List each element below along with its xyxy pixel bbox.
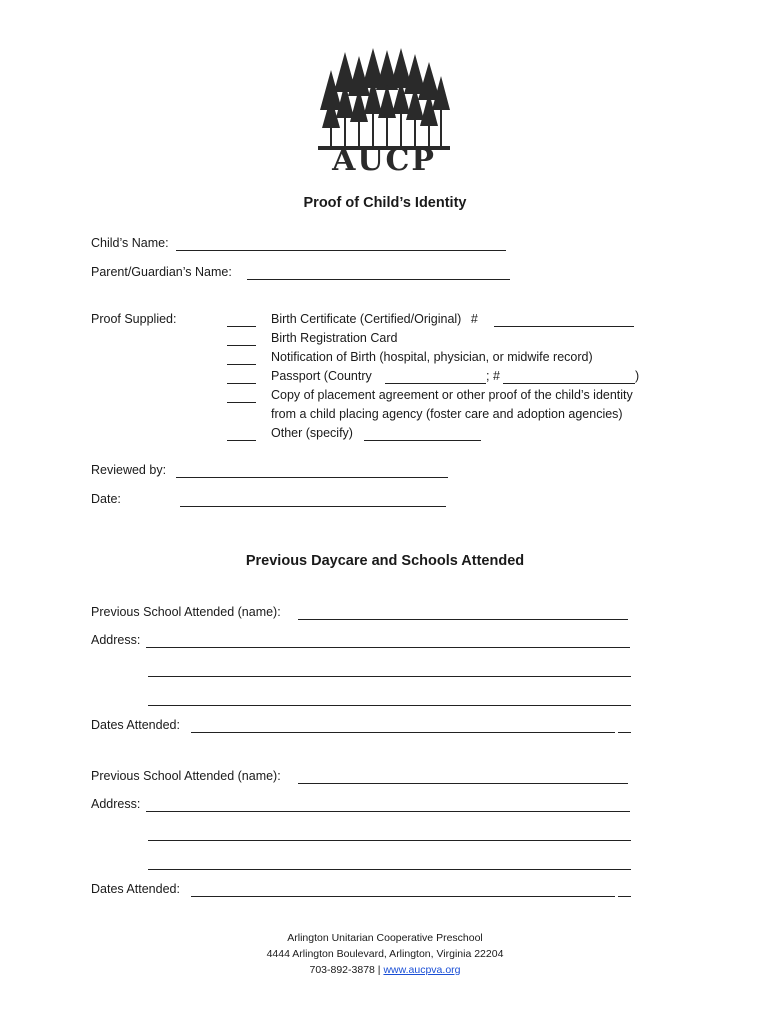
dates-attended-label: Dates Attended: bbox=[91, 718, 180, 732]
previous-school-label: Previous School Attended (name): bbox=[91, 605, 281, 619]
placement-agreement-option: Copy of placement agreement or other proof of the child’s identity bbox=[271, 388, 633, 402]
reviewed-by-field[interactable] bbox=[176, 477, 448, 478]
other-check[interactable] bbox=[227, 440, 256, 441]
aucp-logo bbox=[318, 48, 450, 172]
date-label: Date: bbox=[91, 492, 121, 506]
passport-number-field[interactable] bbox=[503, 383, 635, 384]
footer-separator: | bbox=[377, 964, 381, 976]
address-field-line-2[interactable] bbox=[148, 676, 631, 677]
tree-icon bbox=[376, 50, 398, 150]
parent-name-label: Parent/Guardian’s Name: bbox=[91, 265, 232, 279]
birth-certificate-option bbox=[271, 312, 478, 326]
address-label: Address: bbox=[91, 633, 141, 647]
address-field[interactable] bbox=[146, 647, 630, 648]
other-specify-field[interactable] bbox=[364, 440, 481, 441]
dates-attended-field-end bbox=[618, 896, 631, 897]
reviewed-by-label: Reviewed by: bbox=[91, 463, 167, 477]
other-option-label: Other (specify) bbox=[271, 426, 353, 440]
tree-icon bbox=[348, 56, 370, 150]
passport-country-field[interactable] bbox=[385, 383, 486, 384]
footer-contact bbox=[0, 964, 770, 976]
tree-icon bbox=[404, 54, 426, 150]
birth-certificate-hash: # bbox=[470, 312, 478, 326]
placement-agreement-option-cont: from a child placing agency (foster care and adoption agencies) bbox=[271, 407, 623, 421]
address-field-line-3[interactable] bbox=[148, 869, 631, 870]
tree-icon bbox=[362, 48, 384, 150]
placement-agreement-check[interactable] bbox=[227, 402, 256, 403]
notification-of-birth-option: Notification of Birth (hospital, physician, or midwife record) bbox=[271, 350, 593, 364]
proof-supplied-label: Proof Supplied: bbox=[91, 312, 177, 326]
birth-certificate-number-field[interactable] bbox=[494, 326, 634, 327]
birth-certificate-check[interactable] bbox=[227, 326, 256, 327]
schools-title: Previous Daycare and Schools Attended bbox=[245, 553, 525, 569]
birth-certificate-label: Birth Certificate (Certified/Original) bbox=[271, 312, 462, 326]
previous-school-label: Previous School Attended (name): bbox=[91, 769, 281, 783]
child-name-field[interactable] bbox=[176, 250, 506, 251]
notification-of-birth-check[interactable] bbox=[227, 364, 256, 365]
parent-name-field[interactable] bbox=[247, 279, 510, 280]
address-field-line-3[interactable] bbox=[148, 705, 631, 706]
passport-option-label: Passport (Country bbox=[271, 369, 372, 383]
footer-org-name: Arlington Unitarian Cooperative Preschool bbox=[287, 932, 483, 944]
date-field[interactable] bbox=[180, 506, 446, 507]
child-name-label: Child’s Name: bbox=[91, 236, 169, 250]
tree-icon bbox=[390, 48, 412, 150]
birth-registration-check[interactable] bbox=[227, 345, 256, 346]
footer-address: 4444 Arlington Boulevard, Arlington, Virginia 22204 bbox=[266, 948, 504, 960]
passport-close-paren: ) bbox=[635, 369, 640, 383]
footer-website-link[interactable]: www.aucpva.org bbox=[383, 964, 461, 976]
passport-hash: ; # bbox=[486, 369, 500, 383]
address-label: Address: bbox=[91, 797, 141, 811]
dates-attended-field-end bbox=[618, 732, 631, 733]
previous-school-field[interactable] bbox=[298, 619, 628, 620]
birth-registration-option: Birth Registration Card bbox=[271, 331, 398, 345]
footer-phone: 703-892-3878 bbox=[309, 964, 375, 976]
dates-attended-field[interactable] bbox=[191, 896, 615, 897]
address-field-line-2[interactable] bbox=[148, 840, 631, 841]
identity-title: Proof of Child’s Identity bbox=[303, 195, 467, 211]
passport-check[interactable] bbox=[227, 383, 256, 384]
svg-text:AUCP: AUCP bbox=[332, 143, 436, 172]
dates-attended-field[interactable] bbox=[191, 732, 615, 733]
address-field[interactable] bbox=[146, 811, 630, 812]
dates-attended-label: Dates Attended: bbox=[91, 882, 180, 896]
previous-school-field[interactable] bbox=[298, 783, 628, 784]
